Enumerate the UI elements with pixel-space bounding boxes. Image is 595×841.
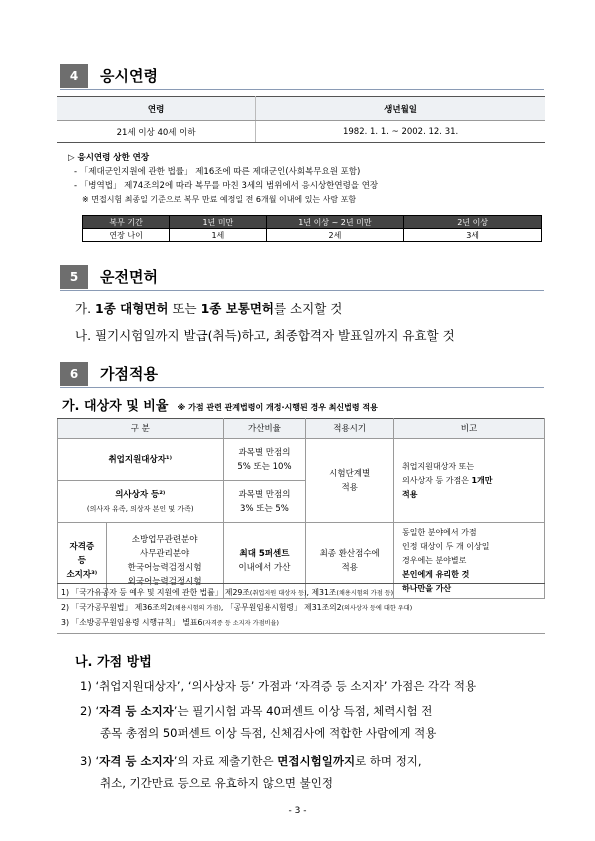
license-type-1: 1종 대형면허 [95,301,169,316]
method-item-2-cont: 종목 총점의 50퍼센트 이상 득점, 신체검사에 적합한 사람에게 적용 [100,726,437,740]
footnote-3 [61,616,541,631]
note-line: 인정 대상이 두 개 이상일 [402,541,490,551]
note-line: - 「병역법」 제74조의2에 따라 복무를 마친 3세의 범위에서 응시상한연령을 연장 [74,181,379,191]
rate-line: 과목별 만점의 [238,447,291,458]
footnote-small: (의사상자 등에 대한 우대) [341,605,413,612]
note-line: 본인에게 유리한 것 [402,569,470,579]
section-number: 5 [60,265,88,289]
note-line: 하나만을 가산 [402,583,452,593]
item-prefix: 2) ‘ [80,704,100,718]
ext-cell: 1세 [170,229,266,242]
item-emphasis: 면접시험일까지 [277,754,356,768]
rate-employment [223,439,306,481]
note-line: 동일한 분야에서 가점 [402,527,477,537]
footnote-small: (채용시험의 가점 등) [336,590,394,597]
bonus-a-note: ※ 가점 관련 관계법령이 개정·시행된 경우 최신법령 적용 [177,403,378,412]
section-title: 가점적용 [100,365,158,383]
note-line: 적용 [402,489,418,499]
footnote-text: 2) 「국가공무원법」 제36조의2 [61,603,173,612]
bonus-header: 가산비율 [223,419,306,439]
license-type-2: 1종 보통면허 [200,301,275,316]
footnote-text: 1) 「국가유공자 등 예우 및 지원에 관한 법률」 제29조 [61,588,250,597]
section-title: 운전면허 [100,268,158,286]
license-suffix: 를 소지할 것 [274,301,343,316]
page-number: - 3 - [288,806,307,816]
bonus-a-title: 가. 대상자 및 비율 [62,399,169,414]
category-line: 등 [77,555,86,566]
note-text: 의사상자 등 가점은 [402,475,472,485]
bonus-header: 비고 [394,419,545,439]
footnote-small: (자격증 등 소지자 가점비율) [202,620,279,627]
footnote-small: (취업지원 대상자 등) [249,590,307,597]
license-item-na: 나. 필기시험일까지 발급(취득)하고, 최종합격자 발표일까지 유효할 것 [75,328,455,343]
license-prefix: 가. [75,301,96,316]
license-connector: 또는 [168,301,201,316]
category-casualty [58,481,224,523]
field-item: 외국어능력검정시험 [127,576,202,587]
footnote-1 [61,586,541,601]
timing-line: 시험단계별 [329,468,371,479]
rate-line: 3% 또는 5% [240,503,289,514]
timing-line: 최종 환산점수에 [319,548,380,559]
age-table [57,96,545,143]
ext-cell: 2세 [266,229,404,242]
bonus-table [57,418,545,599]
rate-casualty [223,481,306,523]
age-header: 연령 [57,97,256,121]
field-item: 사무관리분야 [139,548,190,559]
item-prefix: 3) ‘ [80,754,100,768]
note-emphasis: 1개만 [471,475,493,485]
ext-cell: 3세 [404,229,542,242]
footnotes [57,583,545,634]
birth-header: 생년월일 [256,97,545,121]
item-text: ’의 자료 제출기한은 [173,754,278,768]
bonus-header: 적용시기 [306,419,394,439]
bonus-header: 구 분 [58,419,224,439]
method-item-2 [80,700,432,722]
rate-line: 과목별 만점의 [238,489,291,500]
age-notes [68,151,378,207]
timing-line: 적용 [341,482,358,493]
item-text: 로 하며 정지, [355,754,422,768]
field-item: 소방업무관련분야 [131,534,198,545]
rate-line: 이내에서 가산 [238,562,291,573]
item-text: ’는 필기시험 과목 40퍼센트 이상 득점, 체력시험 전 [173,704,433,718]
method-item-1: 1) ‘취업지원대상자’, ‘의사상자 등’ 가점과 ‘자격증 등 소지자’ 가점은 각각 적용 [80,679,477,693]
footnote-text: , 「공무원임용시험령」 제31조의2 [220,603,342,612]
timing-stage [306,439,394,523]
category-sub: (의사자 유족, 의상자 본인 및 가족) [86,504,194,513]
category-line: 소지자³⁾ [66,569,98,580]
footnote-text: , 제31조 [306,588,337,597]
note-line: - 「제대군인지원에 관한 법률」 제16조에 따른 제대군인(사회복무요원 포함) [74,167,361,177]
extension-table [82,215,542,242]
ext-header: 1년 이상 ~ 2년 미만 [266,216,404,229]
age-value: 21세 이상 40세 이하 [57,121,256,143]
section-header-bonus [60,360,544,388]
category-line: 자격증 [69,541,95,552]
timing-line: 적용 [341,562,358,573]
method-item-3-cont: 취소, 기간만료 등으로 유효하지 않으면 불인정 [100,776,334,790]
license-item-ga [75,299,342,317]
ext-header: 복무 기간 [83,216,170,229]
note-line: 경우에는 분야별로 [402,555,467,565]
ext-header: 1년 미만 [170,216,266,229]
footnote-text: 3) 「소방공무원임용령 시행규칙」 별표6 [61,618,203,627]
ext-header: 2년 이상 [404,216,542,229]
field-item: 한국어능력검정시험 [127,562,202,573]
section-number: 6 [60,362,88,386]
rate-line: 5% 또는 10% [237,461,292,472]
note-line: 취업지원대상자 또는 [402,461,475,471]
bonus-b-title: 나. 가점 방법 [75,655,152,670]
notes-title: ▷ 응시연령 상한 연장 [68,153,150,163]
rate-line: 최대 5퍼센트 [239,548,290,559]
category-label: 의사상자 등²⁾ [115,489,166,500]
method-item-3 [80,750,422,772]
footnote-small: (채용시험의 가점) [172,605,221,612]
category-employment: 취업지원대상자¹⁾ [58,439,224,481]
section-header-age [60,62,544,90]
note-one-only [394,439,545,523]
footnote-2 [61,601,541,616]
section-number: 4 [60,64,88,88]
item-emphasis: 자격 등 소지자 [99,754,174,768]
section-header-license [60,263,544,291]
section-title: 응시연령 [100,67,158,85]
ext-cell: 연장 나이 [83,229,170,242]
item-emphasis: 자격 등 소지자 [99,704,174,718]
birth-value: 1982. 1. 1. ~ 2002. 12. 31. [256,121,545,143]
bonus-subtitle-a [62,395,378,414]
note-line: ※ 면접시험 최종일 기준으로 복무 만료 예정일 전 6개월 이내에 있는 사람 포함 [82,195,357,204]
